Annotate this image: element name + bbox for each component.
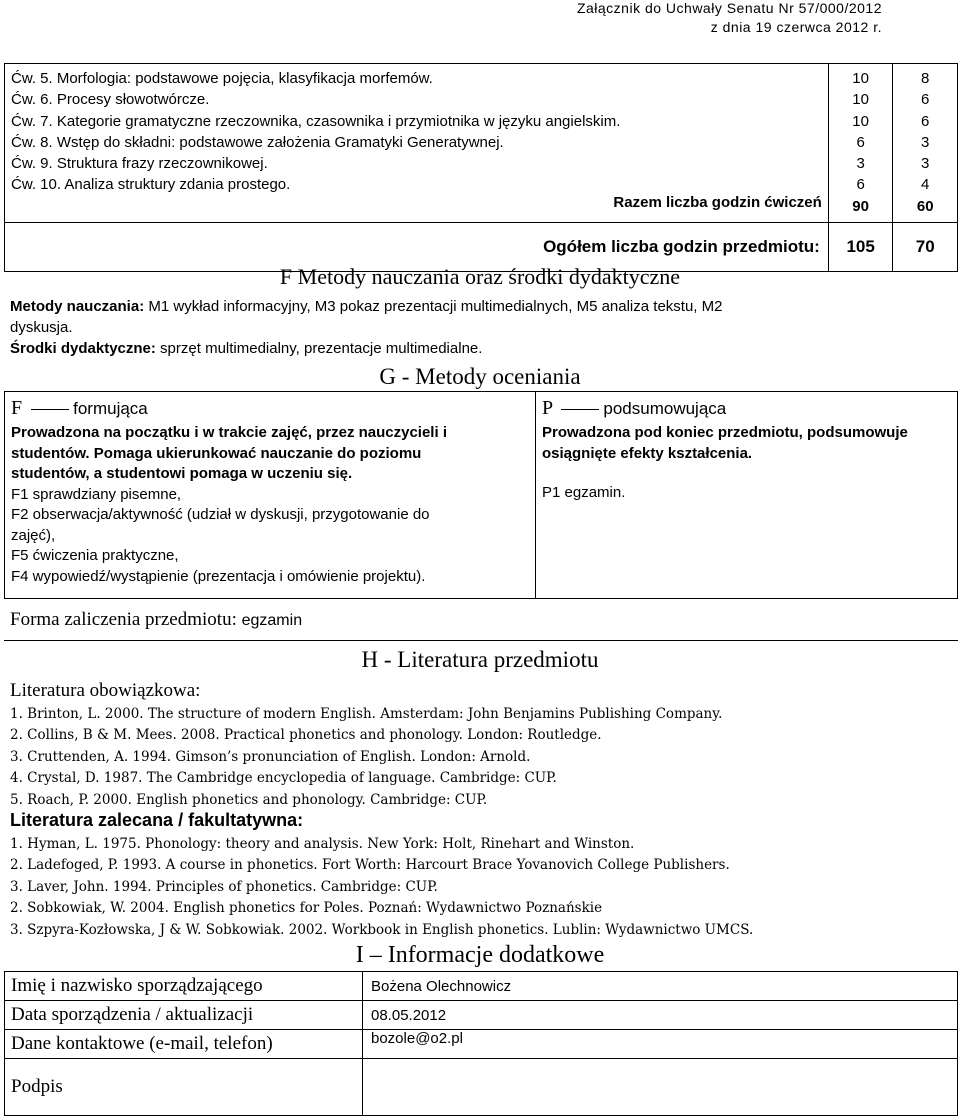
exercises-total-label: Razem liczba godzin ćwiczeń — [613, 194, 822, 211]
literature-item: 1. Hyman, L. 1975. Phonology: theory and analysis. New York: Holt, Rinehart and Winston. — [10, 836, 635, 852]
exercises-table — [4, 63, 958, 272]
section-f-title: F Metody nauczania oraz środki dydaktyczne — [279, 264, 681, 289]
exercise-hours-part: 4 — [921, 176, 930, 194]
assessment-methods-table — [4, 391, 958, 599]
exercise-row: Ćw. 6. Procesy słowotwórcze. — [11, 91, 210, 109]
exercise-row: Ćw. 9. Struktura frazy rzeczownikowej. — [11, 155, 268, 173]
exercise-hours-part: 6 — [921, 91, 930, 109]
signature-label: Podpis — [5, 1059, 363, 1116]
summative-desc: Prowadzona pod koniec przedmiotu, podsumowuje — [542, 424, 908, 441]
teaching-methods-text: M1 wykład informacyjny, M3 pokaz prezentacji multimedialnych, M5 analiza tekstu, M2 — [144, 298, 723, 315]
assessment-form — [10, 609, 302, 631]
exercises-total-part: 60 — [916, 197, 934, 215]
exercises-list-cell — [5, 64, 829, 223]
recommended-literature-list — [10, 834, 753, 941]
required-literature-label: Literatura obowiązkowa: — [10, 680, 201, 701]
formative-item: F5 ćwiczenia praktyczne, — [11, 547, 179, 564]
formative-desc: studentów, a studentowi pomaga w uczeniu się. — [11, 465, 353, 482]
section-g-title: G - Metody oceniania — [379, 364, 581, 389]
author-name-label: Imię i nazwisko sporządzającego — [5, 972, 363, 1001]
exercise-row: Ćw. 8. Wstęp do składni: podstawowe założenia Gramatyki Generatywnej. — [11, 133, 504, 151]
required-literature-list — [10, 704, 722, 811]
date-label: Data sporządzenia / aktualizacji — [5, 1001, 363, 1030]
teaching-methods — [10, 298, 722, 315]
literature-item: 5. Roach, P. 2000. English phonetics and phonology. Cambridge: CUP. — [10, 791, 488, 808]
teaching-means-text: sprzęt multimedialny, prezentacje multimedialne. — [155, 340, 483, 357]
recommended-literature-label: Literatura zalecana / fakultatywna: — [10, 810, 304, 830]
summative-item: P1 egzamin. — [542, 484, 626, 501]
section-h-title: H - Literatura przedmiotu — [361, 647, 599, 672]
teaching-methods-label: Metody nauczania: — [10, 298, 145, 315]
summative-title: P podsumowująca — [542, 397, 727, 419]
formative-desc: studentów. Pomaga ukierunkować nauczanie do poziomu — [11, 444, 422, 462]
literature-item: 1. Brinton, L. 2000. The structure of modern English. Amsterdam: John Benjamins Publishing Company. — [10, 706, 723, 722]
contact-value: bozole@o2.pl — [363, 1030, 958, 1059]
exercise-hours-part: 3 — [921, 133, 930, 151]
exercise-row: Ćw. 10. Analiza struktury zdania prostego. — [11, 176, 291, 194]
summative-desc: osiągnięte efekty kształcenia. — [542, 444, 753, 462]
annex-header-line1: Załącznik do Uchwały Senatu Nr 57/000/2012 — [576, 0, 882, 16]
literature-item: 2. Sobkowiak, W. 2004. English phonetics for Poles. Poznań: Wydawnictwo Poznańskie — [10, 900, 603, 917]
formative-assessment-cell — [5, 392, 536, 599]
date-value: 08.05.2012 — [363, 1001, 958, 1030]
formative-item: F1 sprawdziany pisemne, — [11, 485, 182, 503]
formative-title: F formująca — [11, 397, 148, 419]
literature-item: 4. Crystal, D. 1987. The Cambridge encyclopedia of language. Cambridge: CUP. — [10, 770, 557, 787]
exercise-hours-full: 3 — [856, 155, 865, 173]
exercise-hours-part: 6 — [921, 112, 930, 130]
course-total-part: 70 — [915, 237, 935, 256]
literature-item: 3. Laver, John. 1994. Principles of phonetics. Cambridge: CUP. — [10, 878, 438, 895]
exercise-hours-full: 6 — [856, 176, 865, 194]
signature-value — [363, 1059, 958, 1116]
divider — [4, 640, 958, 641]
annex-header-line2: z dnia 19 czerwca 2012 r. — [710, 19, 882, 35]
teaching-means-label: Środki dydaktyczne: — [10, 340, 156, 357]
contact-label: Dane kontaktowe (e-mail, telefon) — [5, 1030, 363, 1059]
assessment-form-label: Forma zaliczenia przedmiotu: — [10, 609, 237, 630]
hours-full-time-cell — [828, 64, 893, 223]
assessment-form-value: egzamin — [241, 612, 303, 629]
formative-item: F2 obserwacja/aktywność (udział w dyskusji, przygotowanie do — [11, 506, 430, 523]
teaching-methods-cont: dyskusja. — [10, 319, 73, 336]
course-total-label: Ogółem liczba godzin przedmiotu: — [543, 237, 820, 256]
formative-item: F4 wypowiedź/wystąpienie (prezentacja i omówienie projektu). — [11, 567, 426, 585]
additional-info-table — [4, 971, 958, 1116]
exercise-hours-part: 3 — [921, 155, 930, 173]
literature-item: 2. Ladefoged, P. 1993. A course in phonetics. Fort Worth: Harcourt Brace Yovanovich College Publishers. — [10, 857, 730, 874]
formative-desc: Prowadzona na początku i w trakcie zajęć, przez nauczycieli i — [11, 424, 447, 441]
hours-part-time-cell — [893, 64, 958, 223]
section-i-title: I – Informacje dodatkowe — [355, 942, 605, 968]
exercise-hours-full: 10 — [852, 112, 869, 130]
formative-item: zajęć), — [11, 526, 56, 544]
summative-assessment-cell — [536, 392, 958, 599]
exercises-total-full: 90 — [852, 197, 869, 215]
course-total-full: 105 — [846, 237, 875, 256]
exercise-hours-full: 6 — [856, 133, 865, 151]
author-name-value: Bożena Olechnowicz — [363, 972, 958, 1001]
exercise-hours-full: 10 — [852, 91, 869, 109]
literature-item: 3. Cruttenden, A. 1994. Gimson’s pronunciation of English. London: Arnold. — [10, 748, 531, 765]
exercise-row: Ćw. 5. Morfologia: podstawowe pojęcia, klasyfikacja morfemów. — [11, 70, 433, 87]
exercise-hours-full: 10 — [852, 70, 869, 87]
exercise-row: Ćw. 7. Kategorie gramatyczne rzeczownika, czasownika i przymiotnika w języku angielskim. — [11, 112, 621, 130]
literature-item: 3. Szpyra-Kozłowska, J & W. Sobkowiak. 2002. Workbook in English phonetics. Lublin: Wydawnictwo UMCS. — [10, 921, 754, 938]
exercise-hours-part: 8 — [921, 70, 930, 87]
literature-item: 2. Collins, B & M. Mees. 2008. Practical phonetics and phonology. London: Routledge. — [10, 727, 602, 744]
teaching-means — [10, 340, 482, 357]
